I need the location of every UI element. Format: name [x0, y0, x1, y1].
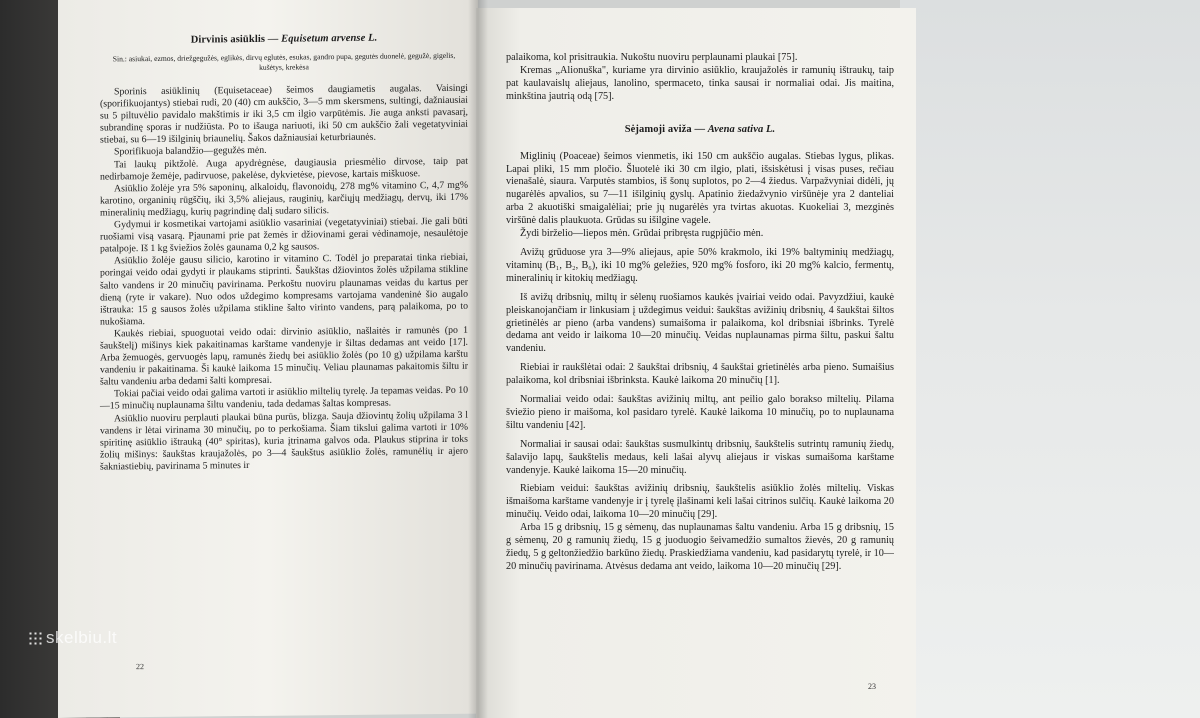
right-page — [476, 8, 916, 718]
watermark-text: skelbiu.lt — [46, 628, 118, 647]
paragraph: Asiūklio nuoviru perplauti plaukai būna purūs, blizga. Sauja džiovintų žolių užpilama 3 l vandens ir lėtai virinama 30 minučių, po to perkošiama. Šiam tikslui galima vartoti ir 10% spiritinę asiūklio ištrauką (40° spiritas), kuria įtrinama galvos oda. Plaukus stiprina ir toks žolių mišinys: šaukštas kraujažolės, po 3—4 šaukštus asiūklio žolės, ramunėlių ir ajero šakniastiebių, pavirinama 5 minutes ir — [100, 409, 468, 473]
left-heading-plain: Dirvinis asiūklis — — [190, 33, 282, 46]
paragraph: Asiūklio žolėje yra 5% saponinų, alkaloidų, flavonoidų, 278 mg% vitamino C, 4,7 mg% karotino, organinių rūgščių, iki 3,5% aliejaus, rauginių, karčiųjų medžiagų, dervų, iki 17% mineralinių medžiagų, kurių pagrindinę dalį sudaro silicis. — [100, 179, 468, 219]
right-heading — [506, 124, 894, 135]
left-heading — [100, 32, 468, 47]
paragraph: Arba 15 g dribsnių, 15 g sėmenų, das nuplaunamas šaltu vandeniu. Arba 15 g dribsnių, 15 g sėmenų, 20 g ramunių žiedų, 15 g juoduogio šeivamedžio sumaltos žievės, 20 g ramunių žiedų, 5 g geltonžiedžio barkūno žiedų. Praskiedžiama vandeniu, kad pasidarytų tyrelė, ir 10—20 minučių pavirinama. Atvėsus dedama ant veido, laikoma 10—20 minučių [29]. — [506, 522, 894, 572]
paragraph: Iš avižų dribsnių, miltų ir sėlenų ruošiamos kaukės įvairiai veido odai. Pavyzdžiui, kaukė pleiskanojančiam ir linkusiam į uždegimus veidui: šaukštas avižinių dribsnių, 4 šaukštai šiltos grietinėlės ar pieno (arba vandens) sumaišoma ir palaikoma, kol dribsniai išbrinks. Tyrelė dedama ant veido ir laikoma 10—20 minučių. Veidas nuplaunamas pirma šiltu, paskui šaltu vandeniu. — [506, 291, 894, 355]
page-number-left: 22 — [136, 662, 144, 672]
paragraph: Sporifikuoja balandžio—gegužės mėn. — [114, 145, 267, 158]
left-page — [58, 0, 478, 718]
paragraph: Avižų grūduose yra 3—9% aliejaus, apie 50% krakmolo, iki 19% baltyminių medžiagų, vitaminų (B₁, B₂, B₆), iki 10 mg% geležies, 920 mg% fosforo, iki 20 mg% kalcio, fermentų, mineralinių ir kitokių medžiagų. — [506, 246, 894, 284]
paragraph: Tokiai pačiai veido odai galima vartoti ir asiūklio miltelių tyrelę. Ja tepamas veidas. Po 10—15 minučių nuplaunama šiltu vandeniu, tada dedamas šaltas kompresas. — [100, 385, 468, 412]
paragraph: Tai laukų piktžolė. Auga apydrėgnėse, daugiausia priesmėlio dirvose, taip pat nedirbamoje žemėje, padirvuose, pakelėse, dykvietėse, pievose, kartais miškuose. — [100, 155, 468, 183]
paragraph: Riebiai ir raukšlėtai odai: 2 šaukštai dribsnių, 4 šaukštai grietinėlės arba pieno. Sumaišius palaikoma, kol dribsniai išbrinksta. Kaukė laikoma 20 minučių [1]. — [506, 362, 894, 387]
paragraph: Normaliai veido odai: šaukštas avižinių miltų, ant peilio galo borakso miltelių. Pilama šviežio pieno ir maišoma, kol pasidaro tyrelė. Kaukė laikoma 10 minučių, po to nuplaunama šiltu vandeniu [42]. — [506, 394, 894, 431]
paragraph: Kremas „Alionuška", kuriame yra dirvinio asiūklio, kraujažolės ir ramunių ištraukų, taip pat kaulavaislų aliejaus, lanolino, spermaceto, tinka sausai ir normaliai odai. Jis maitina, minkština jautrią odą [75]. — [506, 64, 894, 102]
watermark — [28, 628, 117, 648]
paragraph: palaikoma, kol prisitraukia. Nukoštu nuoviru perplaunami plaukai [75]. — [506, 52, 798, 63]
paragraph: Sporinis asiūklinių (Equisetaceae) šeimos daugiametis augalas. Vaisingi (sporifikuojantys) stiebai rudi, 20 (40) cm aukščio, 3—5 mm skersmens, sultingi, dažniausiai su 5 piltuvėlio pavidalo makštimis ir iki 3,5 cm ilgio varpūtėmis. Jie auga anksti pavasarį, subrandinę sporas ir nudžiūsta. Po to išauga nariuoti, iki 50 cm aukščio žali vegetatyviniai stiebai, su 6—19 išilginių briaunelių. Šakos dažniausiai keturbriaunės. — [100, 82, 468, 146]
paragraph: Kaukės riebiai, spuoguotai veido odai: dirvinio asiūklio, našlaitės ir ramunės (po 1 šaukštelį) mišinys kiek pakaitinamas karštame vandenyje ir šiltas dedamas ant veido [17]. Arba žemuogės, gervuogės lapų, ramunės žiedų bei asiūklio žolės (po 10 g) užpilama karštu vandeniu ir pakaitinama. Ši kaukė laikoma 15 minučių. Veliau plaunamas pakaitomis šiltu ir šaltu vandeniu arba dedami šalti kompresai. — [100, 324, 468, 388]
paragraph: Žydi birželio—liepos mėn. Grūdai pribręsta rugpjūčio mėn. — [520, 228, 764, 240]
paragraph: Asiūklio žolėje gausu silicio, karotino ir vitamino C. Todėl jo preparatai tinka riebiai, poringai veido odai gydyti ir plaukams stiprinti. Šaukštas džiovintos žolės užpilama stikline šalto vandens ir 20 minučių pavirinama. Perkoštu nuoviru plaunamas veidas du kartus per dieną (ryte ir vakare). Nuo odos uždegimo kompresams vartojama vandeninė šio augalo ištrauka: 15 g sausos žolės užpilama stikline šalto virinto vandens, parą palaikoma, po to nukošiama. — [100, 252, 468, 328]
synonyms: Sin.: asiukai, ezmos, driežgegužės, eglikės, dirvų eglutės, esukas, gandro pupa, gegutės duonelė, gegužė, gigelis, kušėtys, krekėsa — [112, 50, 456, 72]
page-number-right: 23 — [868, 682, 876, 691]
left-heading-latin: Equisetum arvense L. — [281, 32, 378, 45]
paragraph: Riebiam veidui: šaukštas avižinių dribsnių, šaukštelis asiūklio žolės miltelių. Viskas išmaišoma karštame vandenyje ir į tyrelę įlašinami keli lašai citrinos sulčių. Kaukė laikoma 20 minučių. Veido odai, laikoma 10—20 minučių [29]. — [506, 483, 894, 521]
right-heading-plain: Sėjamoji aviža — — [624, 123, 708, 135]
paragraph: Normaliai ir sausai odai: šaukštas susmulkintų dribsnių, šaukštelis sutrintų ramunių žiedų, šalavijo lapų, šaukštelis medaus, keli lašai alyvų aliejaus ir viskas sumaišoma karštame vandenyje. Kaukė laikoma 15—20 minučių. — [506, 438, 894, 476]
book-gutter — [468, 0, 488, 718]
paragraph: Gydymui ir kosmetikai vartojami asiūklio vasariniai (vegetatyviniai) stiebai. Jie gali būti ruošiami visą vasarą. Pjaunami prie pat žemės ir džiovinami gerai vėdinamoje, nesaulėtoje patalpoje. Iš 1 kg šviežios žolės gaunama 0,2 kg sausos. — [100, 215, 468, 255]
background-wall — [900, 0, 1200, 718]
watermark-dots-icon — [28, 631, 42, 645]
paragraph: Miglinių (Poaceae) šeimos vienmetis, iki 150 cm aukščio augalas. Stiebas lygus, plikas. Lapai pliki, 15 mm pločio. Šluotelė iki 30 cm ilgio, plati, išsiskėtusi į visas puses, rečiau vienašalė, siaura. Varputės stambios, iš šonų suplotos, po 2—4 žiedus. Varpažvyniai didėli, jų nugarėlės apvalios, su 7—11 išilginių gyslų. Apatinio žiedažvynio viršūnėje yra 2 danteliai arba 2 akuotiški smaigalėliai; prie jų nugarėlės yra tvirtas akuotas. Kuokeliai 3, mezginės viršūnė dalis plaukuota. Grūdas su išilgine vagele. — [506, 150, 894, 227]
right-heading-latin: Avena sativa L. — [707, 123, 776, 135]
